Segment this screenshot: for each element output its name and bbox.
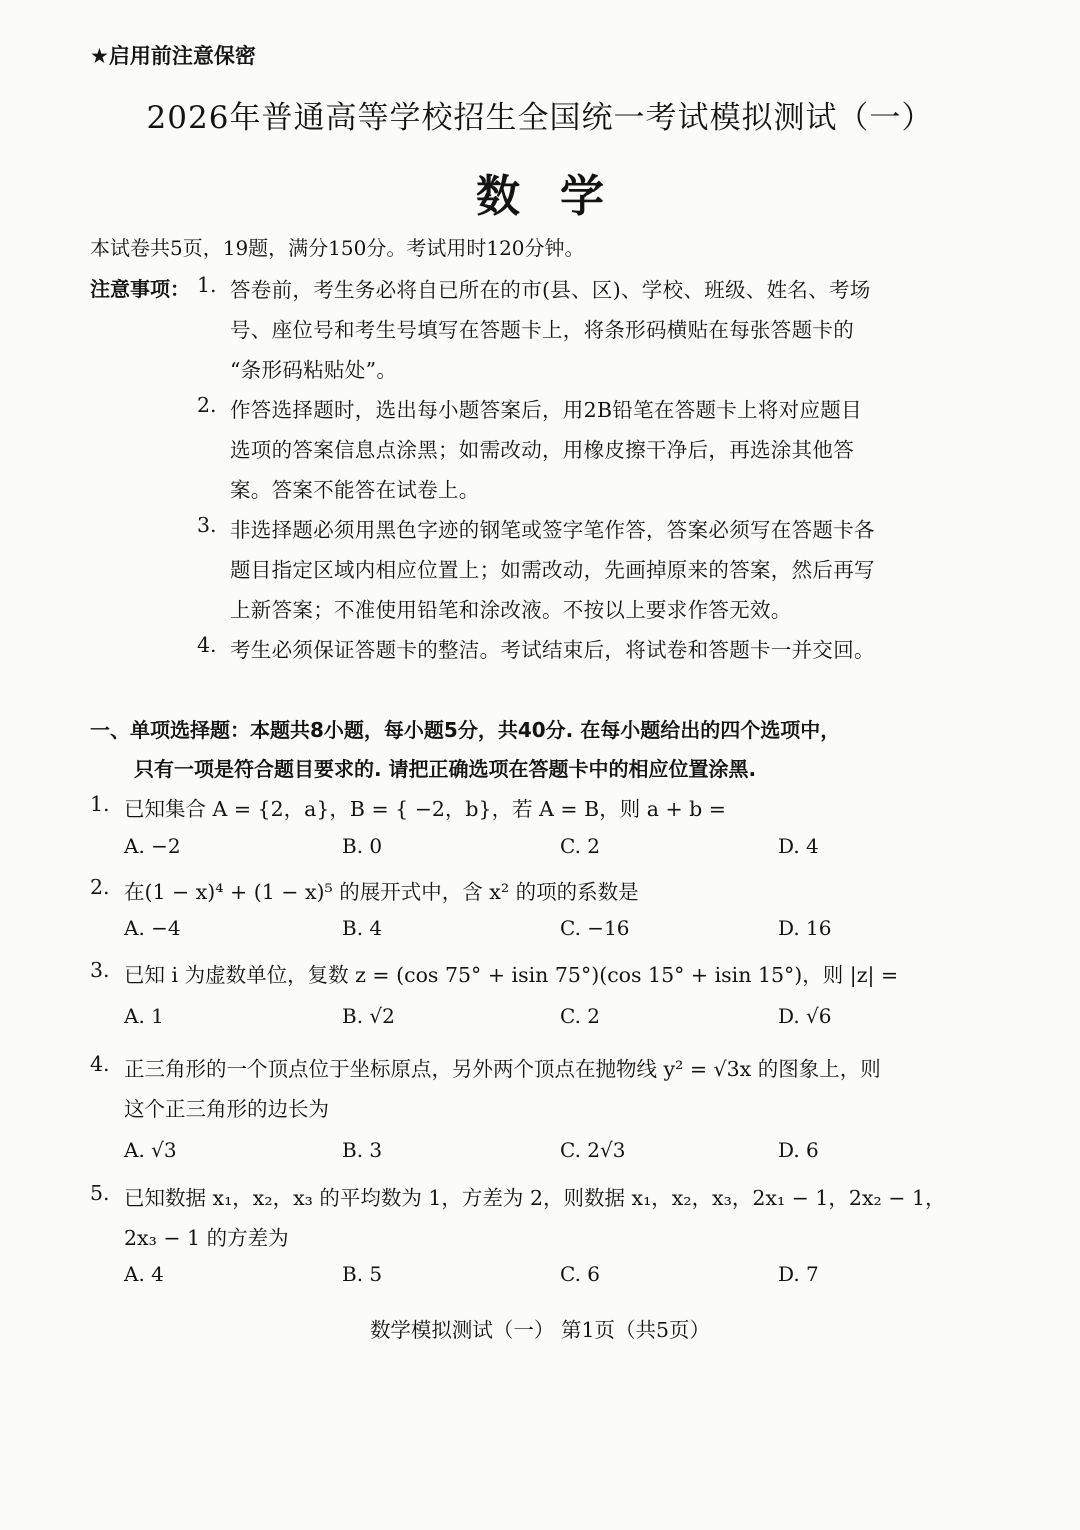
notice-line: 号、座位号和考生号填写在答题卡上，将条形码横贴在每张答题卡的 bbox=[230, 318, 854, 342]
exam-intro: 本试卷共5页，19题，满分150分。考试用时120分钟。 bbox=[90, 236, 585, 260]
option-b: B. 4 bbox=[342, 916, 383, 940]
notice-line: 上新答案；不准使用铅笔和涂改液。不按以上要求作答无效。 bbox=[230, 598, 792, 622]
notice-line: 非选择题必须用黑色字迹的钢笔或签字笔作答，答案必须写在答题卡各 bbox=[230, 518, 875, 542]
option-c: C. −16 bbox=[560, 916, 630, 940]
option-a: A. −2 bbox=[124, 834, 181, 858]
notice-line: 作答选择题时，选出每小题答案后，用2B铅笔在答题卡上将对应题目 bbox=[230, 398, 862, 422]
question-stem: 已知数据 x₁，x₂，x₃ 的平均数为 1，方差为 2，则数据 x₁，x₂，x₃，2x₁ − 1，2x₂ − 1， bbox=[124, 1186, 946, 1210]
exam-title: 2026年普通高等学校招生全国统一考试模拟测试（一） bbox=[146, 100, 934, 136]
option-d: D. √6 bbox=[778, 1004, 832, 1028]
option-b: B. 5 bbox=[342, 1262, 383, 1286]
section-heading: 一、单项选择题：本题共8小题，每小题5分，共40分. 在每小题给出的四个选项中， bbox=[90, 718, 841, 742]
option-d: D. 16 bbox=[778, 916, 832, 940]
confidential-notice: ★启用前注意保密 bbox=[90, 44, 256, 68]
question-stem: 正三角形的一个顶点位于坐标原点，另外两个顶点在抛物线 y² = √3x 的图象上，则 bbox=[124, 1057, 881, 1081]
option-d: D. 4 bbox=[778, 834, 819, 858]
question-stem-cont: 2x₃ − 1 的方差为 bbox=[124, 1226, 289, 1250]
question-number: 1. bbox=[90, 792, 110, 816]
question-number: 5. bbox=[90, 1181, 110, 1205]
question-stem: 在(1 − x)⁴ + (1 − x)⁵ 的展开式中，含 x² 的项的系数是 bbox=[124, 880, 639, 904]
option-a: A. −4 bbox=[124, 916, 181, 940]
question-number: 4. bbox=[90, 1052, 110, 1076]
notice-line: 案。答案不能答在试卷上。 bbox=[230, 478, 480, 502]
option-b: B. 3 bbox=[342, 1138, 383, 1162]
option-a: A. √3 bbox=[124, 1138, 177, 1162]
option-c: C. 2 bbox=[560, 834, 601, 858]
question-number: 2. bbox=[90, 875, 110, 899]
section-heading-cont: 只有一项是符合题目要求的. 请把正确选项在答题卡中的相应位置涂黑. bbox=[134, 757, 757, 781]
notice-item-number: 2. bbox=[197, 393, 217, 417]
question-stem: 已知 i 为虚数单位，复数 z = (cos 75° + isin 75°)(cos 15° + isin 15°)，则 |z| = bbox=[124, 963, 899, 987]
page-footer: 数学模拟测试（一） 第1页（共5页） bbox=[369, 1318, 711, 1342]
option-c: C. 2 bbox=[560, 1004, 601, 1028]
notice-line: 考生必须保证答题卡的整洁。考试结束后，将试卷和答题卡一并交回。 bbox=[230, 638, 875, 662]
option-c: C. 6 bbox=[560, 1262, 601, 1286]
option-a: A. 4 bbox=[124, 1262, 164, 1286]
question-stem-cont: 这个正三角形的边长为 bbox=[124, 1097, 329, 1121]
notice-item-number: 3. bbox=[197, 513, 217, 537]
option-d: D. 7 bbox=[778, 1262, 819, 1286]
notice-line: 答卷前，考生务必将自已所在的市(县、区)、学校、班级、姓名、考场 bbox=[230, 278, 871, 302]
option-c: C. 2√3 bbox=[560, 1138, 626, 1162]
notice-label: 注意事项： bbox=[90, 277, 190, 301]
option-b: B. √2 bbox=[342, 1004, 395, 1028]
notice-line: 题目指定区域内相应位置上；如需改动，先画掉原来的答案，然后再写 bbox=[230, 558, 875, 582]
subject-title: 数学 bbox=[476, 171, 644, 222]
option-b: B. 0 bbox=[342, 834, 383, 858]
question-stem: 已知集合 A = {2，a}，B = { −2，b}，若 A = B，则 a + b = bbox=[124, 797, 726, 821]
notice-item-number: 1. bbox=[197, 273, 217, 297]
option-d: D. 6 bbox=[778, 1138, 819, 1162]
question-number: 3. bbox=[90, 958, 110, 982]
notice-line: “条形码粘贴处”。 bbox=[230, 358, 398, 382]
option-a: A. 1 bbox=[124, 1004, 164, 1028]
notice-line: 选项的答案信息点涂黑；如需改动，用橡皮擦干净后，再选涂其他答 bbox=[230, 438, 854, 462]
notice-item-number: 4. bbox=[197, 633, 217, 657]
